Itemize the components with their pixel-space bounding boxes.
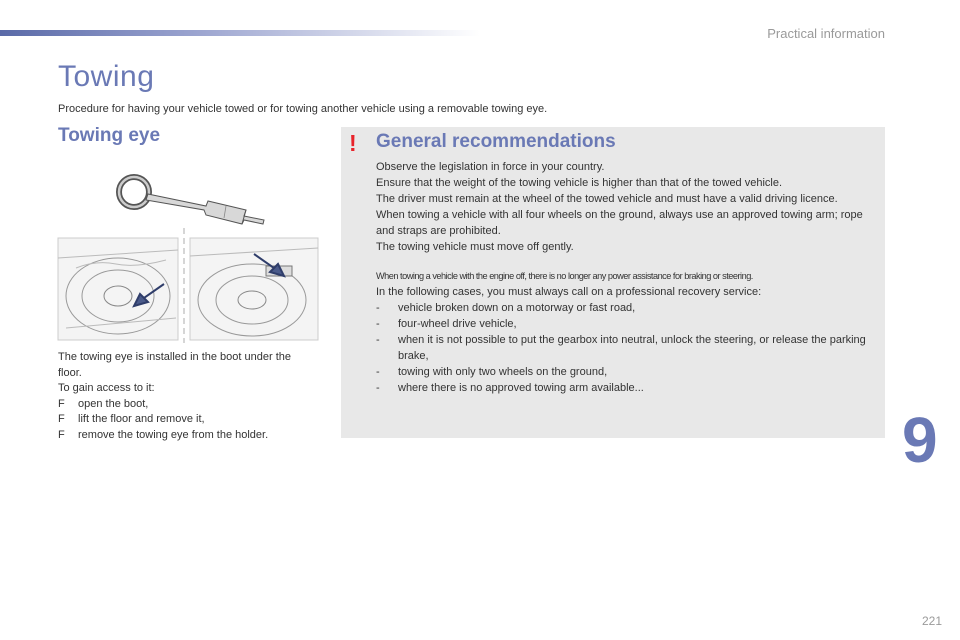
towing-eye-drawing bbox=[119, 177, 264, 224]
recommendation-line: The towing vehicle must move off gently. bbox=[376, 241, 574, 253]
towing-eye-illustration bbox=[56, 168, 321, 343]
towing-eye-heading: Towing eye bbox=[58, 125, 161, 146]
section-header: Practical information bbox=[767, 26, 885, 41]
warning-icon: ! bbox=[349, 130, 357, 156]
recommendation-line: The driver must remain at the wheel of the towed vehicle and must have a valid driving licence. bbox=[376, 193, 838, 205]
intro-text: Procedure for having your vehicle towed or for towing another vehicle using a removable towing eye. bbox=[58, 103, 548, 115]
list-item: F open the boot, bbox=[58, 397, 308, 413]
boot-view-right bbox=[190, 238, 318, 340]
list-item: F lift the floor and remove it, bbox=[58, 412, 308, 428]
recommendation-line: Ensure that the weight of the towing vehicle is higher than that of the towed vehicle. bbox=[376, 177, 783, 189]
step-marker-icon: F bbox=[58, 428, 65, 441]
recommendations-heading: General recommendations bbox=[376, 131, 616, 152]
list-item: - vehicle broken down on a motorway or fast road, bbox=[376, 302, 636, 314]
step-marker-icon: F bbox=[58, 397, 65, 410]
towing-eye-text bbox=[58, 350, 308, 443]
recommendation-line: When towing a vehicle with all four wheels on the ground, always use an approved towing arm; rope and straps are prohibited. bbox=[376, 209, 863, 237]
page-number: 221 bbox=[921, 614, 942, 628]
cases-list bbox=[376, 300, 868, 396]
header-gradient-bar bbox=[0, 30, 480, 36]
towing-eye-access: To gain access to it: bbox=[58, 382, 155, 394]
list-item: - when it is not possible to put the gearbox into neutral, unlock the steering, or release the parking brake, bbox=[376, 334, 866, 362]
recommendation-line: Observe the legislation in force in your country. bbox=[376, 161, 605, 173]
chapter-number: 9 bbox=[902, 404, 938, 476]
list-item: F remove the towing eye from the holder. bbox=[58, 428, 308, 444]
list-item: - towing with only two wheels on the ground, bbox=[376, 366, 608, 378]
list-item: - four-wheel drive vehicle, bbox=[376, 318, 517, 330]
cases-intro: In the following cases, you must always call on a professional recovery service: bbox=[376, 286, 762, 298]
page-title: Towing bbox=[58, 60, 155, 93]
boot-view-left bbox=[58, 238, 178, 340]
step-marker-icon: F bbox=[58, 413, 65, 425]
recommendations-body bbox=[376, 159, 868, 396]
list-item: - where there is no approved towing arm available... bbox=[376, 382, 644, 394]
towing-eye-location: The towing eye is installed in the boot under the floor. bbox=[58, 351, 291, 379]
engine-off-note: When towing a vehicle with the engine off, there is no longer any power assistance for braking or steering. bbox=[376, 271, 753, 281]
